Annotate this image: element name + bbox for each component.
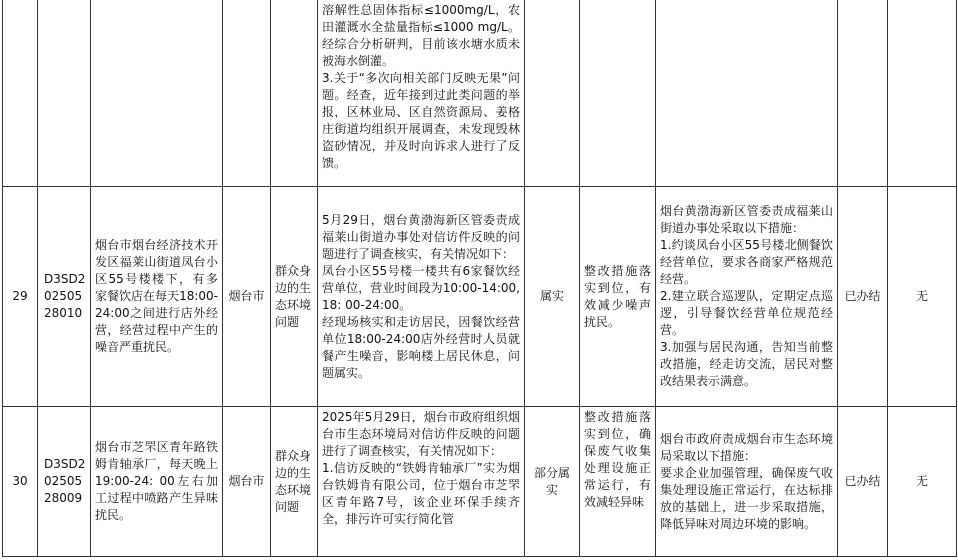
row-number: 30 [3,407,38,557]
measures-paragraph: 烟台黄渤海新区管委责成福莱山街道办事处采取以下措施： [660,204,833,235]
accountability: 无 [888,187,957,407]
city: 烟台市 [223,407,271,557]
complaint-content [91,0,223,187]
findings-paragraph: 溶解性总固体指标≤1000mg/L，农田灌溉水全盐量指标≤1000 mg/L。经综合分析研判，目前该水塘水质未被海水倒灌。 [322,3,520,68]
measures-paragraph: 2.建立联合巡逻队，定期定点巡逻，引导餐饮经营单位规范经营。 [660,289,833,337]
handling-status: 已办结 [838,187,888,407]
findings-paragraph: 经现场核实和走访居民，因餐饮经营单位18:00-24:00店外经营时人员就餐产生噪音，影响楼上居民休息，问题属实。 [322,314,520,380]
rectification-status [580,0,656,187]
case-id: D3SD20250528010 [38,187,91,407]
row-number: 29 [3,187,38,407]
findings-cell [318,0,525,187]
measures-cell [656,187,838,407]
findings-paragraph: 2025年5月29日，烟台市政府组织烟台市生态环境局对信访件反映的问题进行了调查核实，有关情况如下： [322,410,520,458]
complaint-content: 烟台市芝罘区青年路铁姆肯轴承厂，每天晚上19:00-24: 00左右加工过程中喷路产生异味扰民。 [91,407,223,557]
findings-paragraph: 1.信访反映的“铁姆肯轴承厂”实为烟台铁姆肯有限公司，位于烟台市芝罘区青年路7号，该企业环保手续齐全，排污许可实行简化管 [322,461,520,526]
measures-cell [656,407,838,557]
category: 群众身边的生态环境问题 [271,187,318,407]
table-row [3,0,957,187]
measures-paragraph: 要求企业加强管理，确保废气收集处理设施正常运行，在达标排放的基础上，进一步采取措施，降低异味对周边环境的影响。 [660,465,833,531]
accountability [888,0,957,187]
case-id: D3SD20250528009 [38,407,91,557]
rectification-status: 整改措施落实到位，有效减少噪声扰民。 [580,187,656,407]
measures-paragraph: 烟台市政府责成烟台市生态环境局采取以下措施： [660,431,833,463]
complaint-content: 烟台市烟台经济技术开发区福莱山街道凤台小区55号楼楼下，有多家餐饮店在每天18:00-24:00之间进行店外经营，经营过程中产生的噪音严重扰民。 [91,187,223,407]
city: 烟台市 [223,187,271,407]
rectification-status: 整改措施落实到位，确保废气收集处理设施正常运行，有效减轻异味 [580,407,656,557]
verification-result [525,0,580,187]
verification-result: 属实 [525,187,580,407]
category [271,0,318,187]
city [223,0,271,187]
case-id [38,0,91,187]
category: 群众身边的生态环境问题 [271,407,318,557]
verification-result: 部分属实 [525,407,580,557]
table-row [3,187,957,407]
row-number [3,0,38,187]
handling-status: 已办结 [838,407,888,557]
findings-paragraph: 5月29日，烟台黄渤海新区管委责成福莱山街道办事处对信访件反映的问题进行了调查核实，有关情况如下： [322,212,520,261]
findings-cell [318,187,525,407]
findings-paragraph: 凤台小区55号楼一楼共有6家餐饮经营单位，营业时间段为10:00-14:00,18: 00-24:00。 [322,263,520,312]
measures-paragraph: 1.约谈凤台小区55号楼北侧餐饮经营单位，要求各商家严格规范经营。 [660,238,833,286]
table-row [3,407,957,557]
complaint-table [2,0,957,557]
accountability: 无 [888,407,957,557]
findings-paragraph: 3.关于“多次向相关部门反映无果”问题。经查，近年接到过此类问题的举报，区林业局、区自然资源局、姜格庄街道均组织开展调查，未发现毁林盗砂情况，并及时向诉求人进行了反馈。 [322,71,520,170]
measures-cell [656,0,838,187]
findings-cell [318,407,525,557]
measures-paragraph: 3.加强与居民沟通，告知当前整改措施，经走访交流，居民对整改结果表示满意。 [660,340,833,388]
handling-status [838,0,888,187]
